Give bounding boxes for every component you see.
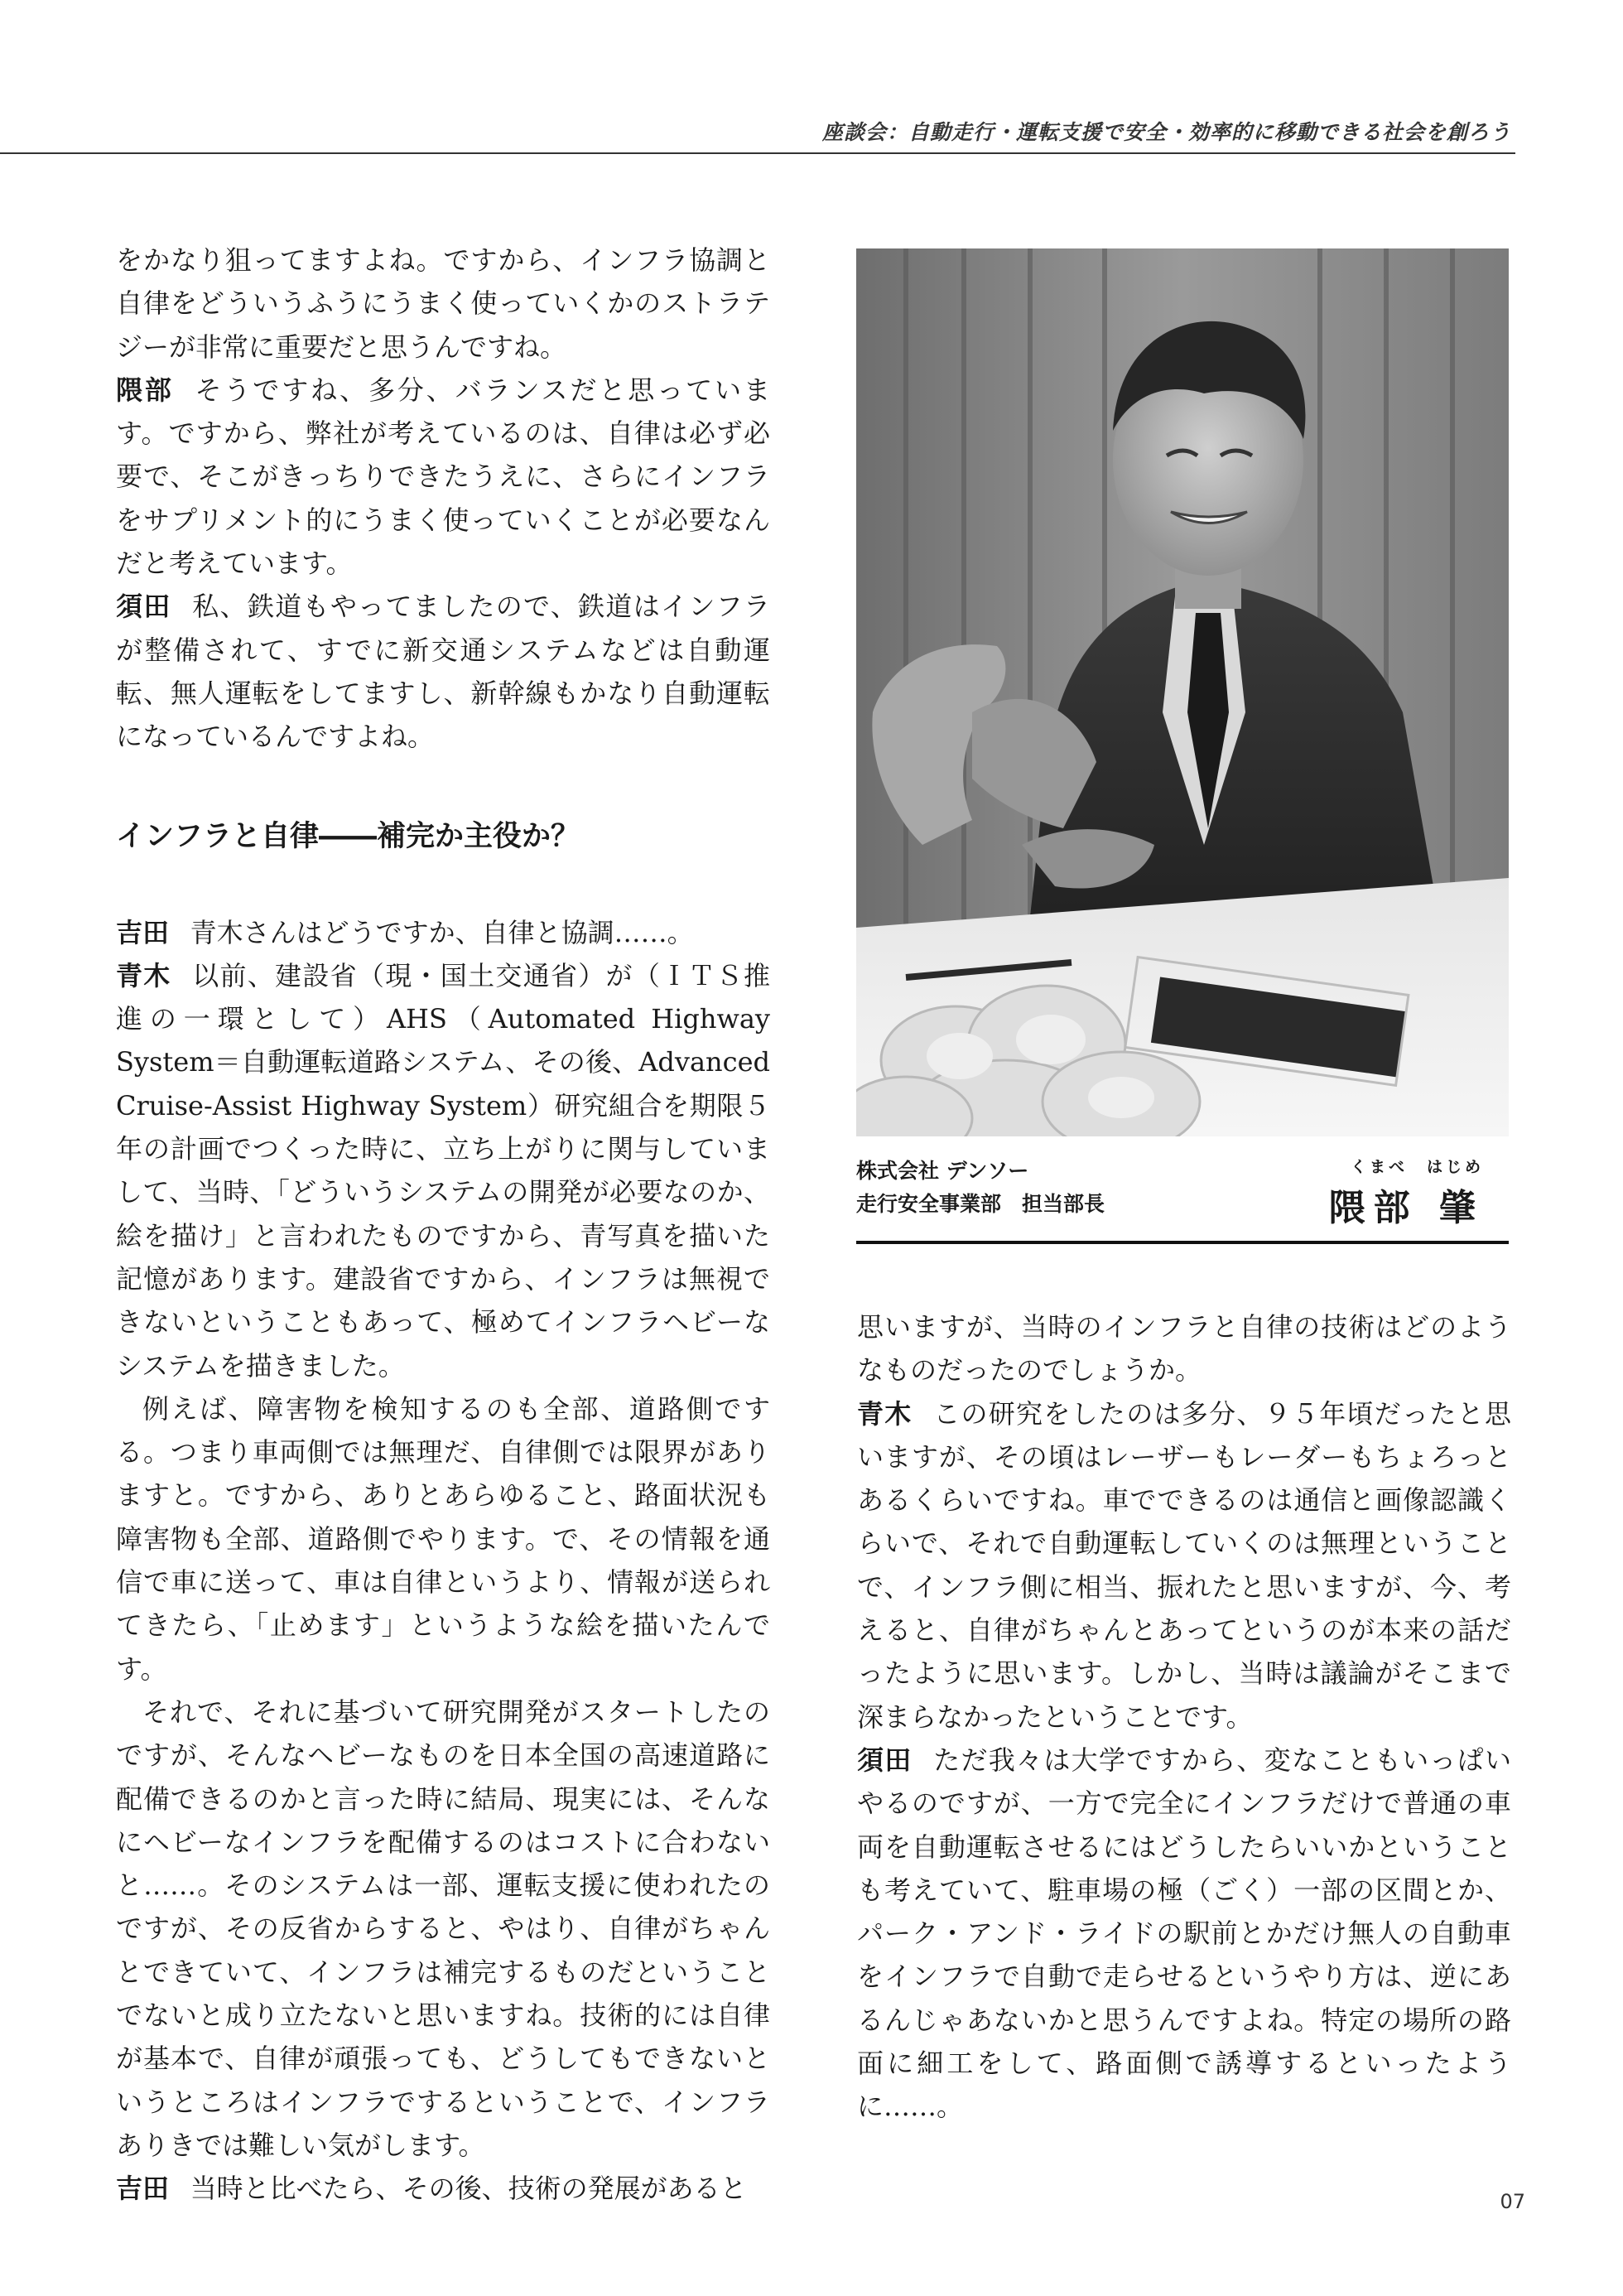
paragraph: 思いますが、当時のインフラと自律の技術はどのようなものだったのでしょうか。 — [857, 1311, 1511, 1387]
speaker-portrait-photo — [856, 248, 1509, 1136]
header-rule — [0, 152, 1515, 154]
speaker-name: 隈部 — [116, 374, 174, 406]
speaker-name: 須田 — [857, 1744, 913, 1776]
paragraph — [857, 1392, 1511, 1739]
paragraph-text: そうですね、多分、バランスだと思っています。ですから、弊社が考えているのは、自律は必ず必要で、そこがきっちりできたうえに、さらにインフラをサプリメント的にうまく使っていくことが必要なんだと考えています。 — [116, 374, 770, 580]
paragraph: をかなり狙ってますよね。ですから、インフラ協調と自律をどういうふうにうまく使っていくかのストラテジーが非常に重要だと思うんですね。 — [116, 244, 770, 363]
paragraph-text: 当時と比べたら、その後、技術の発展があると — [190, 2173, 747, 2205]
caption-affiliation — [856, 1155, 1105, 1221]
speaker-caption — [856, 1155, 1509, 1237]
speaker-name: 須田 — [116, 591, 171, 623]
left-column — [116, 239, 770, 2210]
caption-name-ruby: くまべ はじめ — [1350, 1158, 1484, 1176]
caption-rule — [856, 1241, 1509, 1244]
speaker-name: 吉田 — [116, 916, 170, 948]
paragraph-text: 私、鉄道もやってましたので、鉄道はインフラが整備されて、すでに新交通システムなどは自動運転、無人運転をしてますし、新幹線もかなり自動運転になっているんですよね。 — [116, 591, 770, 753]
paragraph-text: 以前、建設省（現・国土交通省）が（ＩＴＳ推進の一環として）AHS（Automated Highway System＝自動運転道路システム、その後、Advanced Cruise-Assist Highway System）研究組合を期限５年の計画でつくった時に、立ち上がりに関与していまして、当時、「どういうシステムの開発が必要なのか、絵を描け」と言われたものですから、青写真を描いた記憶があります。建設省ですから、インフラは無視できないということもあって、極めてインフラヘビーなシステムを描きました。 — [116, 959, 770, 1382]
paragraph — [116, 369, 770, 585]
speaker-name: 青木 — [116, 959, 171, 991]
running-title: 座談会：自動走行・運転支援で安全・効率的に移動できる社会を創ろう — [821, 120, 1511, 144]
page-number: 07 — [1500, 2190, 1525, 2213]
right-column — [857, 1305, 1511, 2129]
caption-department: 走行安全事業部 担当部長 — [856, 1192, 1105, 1216]
speaker-name: 青木 — [857, 1397, 913, 1430]
paragraph — [857, 1739, 1511, 2129]
paragraph: それで、それに基づいて研究開発がスタートしたのですが、そんなヘビーなものを日本全国の高速道路に配備できるのかと言った時に結局、現実には、そんなにヘビーなインフラを配備するのはコストに合わないと……。そのシステムは一部、運転支援に使われたのですが、その反省からすると、やはり、自律がちゃんとできていて、インフラは補完するものだということでないと成り立たないと思いますね。技術的には自律が基本で、自律が頑張っても、どうしてもできないというところはインフラでするということで、インフラありきでは難しい気がします。 — [116, 1695, 770, 2161]
caption-company: 株式会社 デンソー — [856, 1159, 1029, 1183]
paragraph-text: この研究をしたのは多分、９５年頃だったと思いますが、その頃はレーザーもレーダーもちょろっとあるくらいですね。車でできるのは通信と画像認識くらいで、それで自動運転していくのは無理ということで、インフラ側に相当、振れたと思いますが、今、考えると、自律がちゃんとあってというのが本来の話だったように思います。しかし、当時は議論がそこまで深まらなかったということです。 — [857, 1397, 1511, 1733]
paragraph-text: ただ我々は大学ですから、変なこともいっぱいやるのですが、一方で完全にインフラだけで普通の車両を自動運転させるにはどうしたらいいかということも考えていて、駐車場の極（ごく）一部の区間とか、パーク・アンド・ライドの駅前とかだけ無人の自動車をインフラで自動で走らせるというやり方は、逆にあるんじゃあないかと思うんですよね。特定の場所の路面に細工をして、路面側で誘導するといったように……。 — [857, 1744, 1511, 2123]
paragraph — [116, 2167, 770, 2210]
portrait-illustration — [856, 248, 1509, 1136]
paragraph — [116, 911, 770, 954]
caption-name: 隈部 肇 — [1328, 1187, 1484, 1229]
paragraph-text: 青木さんはどうですか、自律と協調……。 — [190, 916, 694, 948]
speaker-name: 吉田 — [116, 2173, 170, 2205]
paragraph — [116, 954, 770, 1387]
paragraph — [116, 585, 770, 758]
section-heading: インフラと自律――補完か主役か？ — [116, 819, 580, 853]
paragraph: 例えば、障害物を検知するのも全部、道路側でする。つまり車両側では無理だ、自律側では限界がありますと。ですから、ありとあらゆること、路面状況も障害物も全部、道路側でやります。で、その情報を通信で車に送って、車は自律というより、情報が送られてきたら、「止めます」というような絵を描いたんです。 — [116, 1392, 770, 1685]
